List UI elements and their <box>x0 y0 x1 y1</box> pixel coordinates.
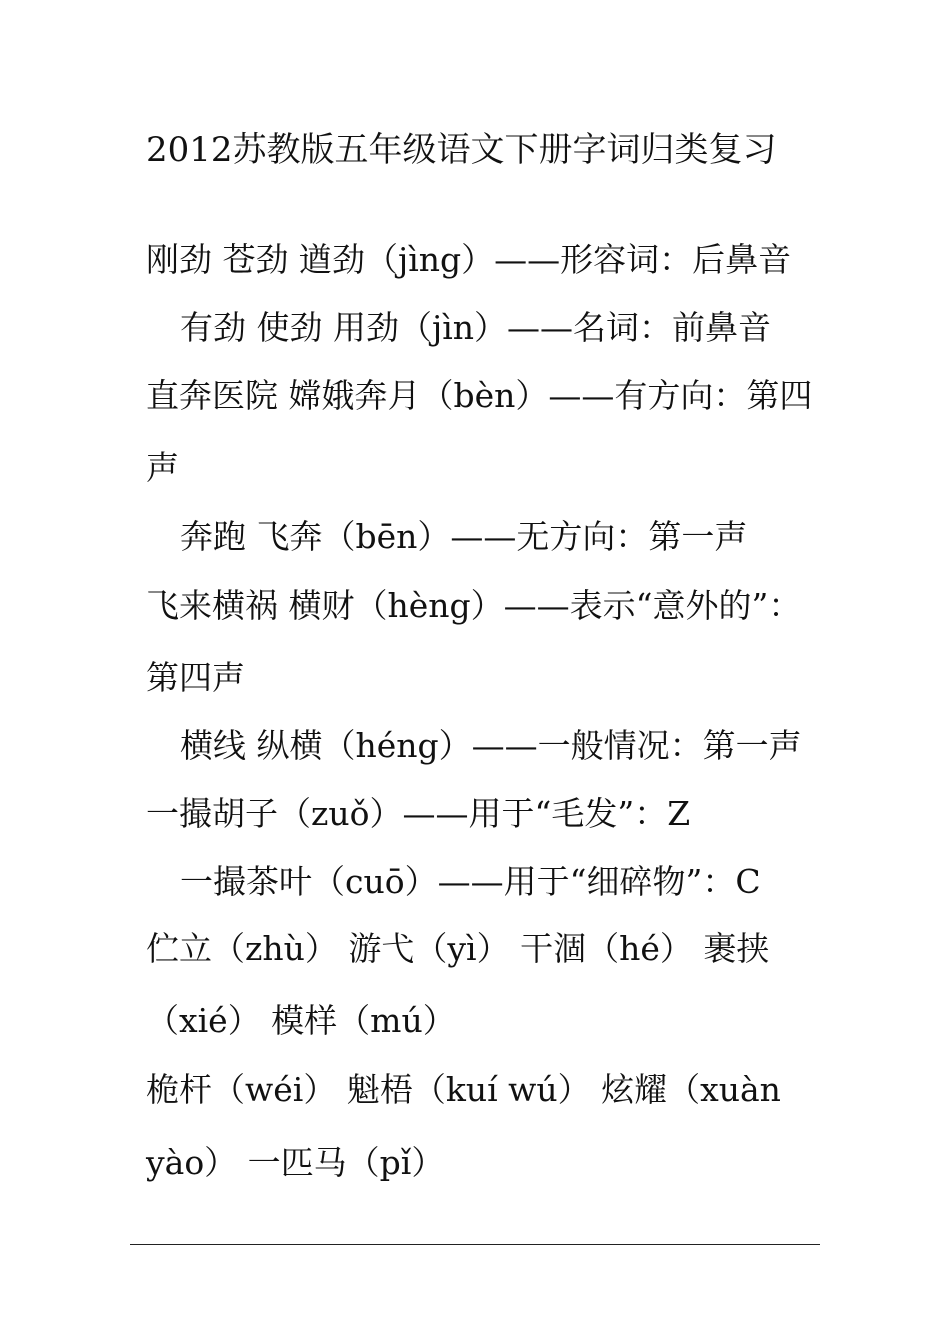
text-line-12: （xié） 模样（mú） <box>146 1001 456 1040</box>
document-title: 2012苏教版五年级语文下册字词归类复习 <box>146 130 777 170</box>
text-line-8: 横线 纵横（héng）——一般情况：第一声 <box>180 726 802 765</box>
text-line-14: yào） 一匹马（pǐ） <box>146 1143 445 1182</box>
text-line-5: 奔跑 飞奔（bēn）——无方向：第一声 <box>180 517 748 556</box>
text-line-13: 桅杆（wéi） 魁梧（kuí wú） 炫耀（xuàn <box>146 1070 781 1109</box>
text-line-9: 一撮胡子（zuǒ）——用于“毛发”：Z <box>146 794 691 833</box>
text-line-2: 有劲 使劲 用劲（jìn）——名词：前鼻音 <box>180 308 772 347</box>
text-line-10: 一撮茶叶（cuō）——用于“细碎物”：C <box>180 862 761 901</box>
text-line-1: 刚劲 苍劲 遒劲（jìng）——形容词：后鼻音 <box>146 240 792 279</box>
text-line-7: 第四声 <box>146 658 245 697</box>
text-line-11: 伫立（zhù） 游弋（yì） 干涸（hé） 裹挟 <box>146 929 770 968</box>
text-line-6: 飞来横祸 横财（hèng）——表示“意外的”： <box>146 586 802 625</box>
text-line-4: 声 <box>146 448 179 487</box>
footer-divider <box>130 1244 820 1245</box>
text-line-3: 直奔医院 嫦娥奔月（bèn）——有方向：第四 <box>146 376 813 415</box>
